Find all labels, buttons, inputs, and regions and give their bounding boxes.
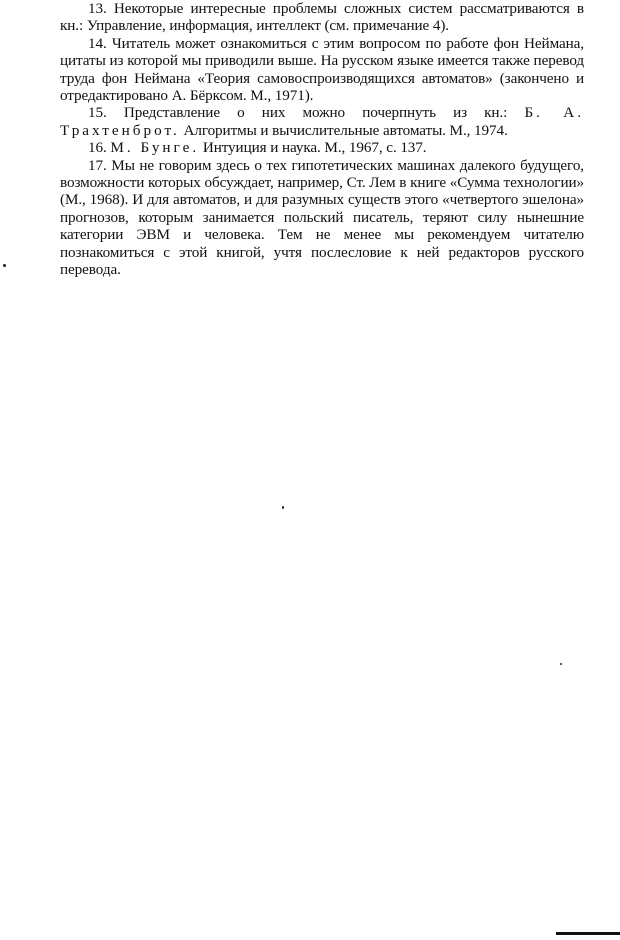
- footnote-16: [60, 139, 584, 156]
- footnote-15: [60, 104, 584, 139]
- scan-speck: [282, 506, 284, 509]
- footnote-14: [60, 35, 584, 105]
- footnote-text: Некоторые интересные проблемы сложных систем рассматриваются в кн.: Управление, информация, интеллект (см. примечание 4).: [60, 0, 585, 35]
- footer-rule: [556, 932, 620, 935]
- footnote-13: [60, 0, 584, 35]
- footnote-text: Интуиция и наука. М., 1967, с. 137.: [202, 139, 427, 157]
- footnote-author: М. Бунге.: [110, 139, 200, 157]
- footnote-number: 16.: [88, 139, 107, 157]
- footnote-number: 17.: [88, 156, 107, 174]
- footnote-lead: Представление о них можно почерпнуть из кн.:: [123, 104, 508, 122]
- footnote-17: [60, 157, 584, 279]
- scan-speck: [3, 264, 6, 267]
- footnote-number: 13.: [88, 0, 107, 17]
- footnotes-block: [60, 0, 584, 279]
- scan-speck: [560, 663, 562, 665]
- footnote-text: Мы не говорим здесь о тех гипотетических машинах далекого будущего, возможности которых обсуждает, например, Ст. Лем в книге «Сумма технологии» (М., 1968). И для автоматов, и для разумных существ этого «четвертого эшелона» прогнозов, которым занимается польский писатель, теряют силу нынешние категории ЭВМ и человека. Тем не менее мы рекомендуем читателю познакомиться с этой книгой, учтя послесловие к ней редакторов русского перевода.: [60, 156, 585, 279]
- footnote-author: Б. А. Трахтенброт.: [60, 104, 584, 139]
- footnote-number: 15.: [88, 104, 107, 122]
- footnote-text: Алгоритмы и вычислительные автоматы. М., 1974.: [183, 121, 508, 139]
- footnote-number: 14.: [88, 34, 107, 52]
- footnote-text: Читатель может ознакомиться с этим вопросом по работе фон Неймана, цитаты из которой мы приводили выше. На русском языке имеется также перевод труда фон Неймана «Теория самовоспроизводящихся автоматов» (закончено и отредактировано А. Бёрксом. М., 1971).: [60, 34, 584, 105]
